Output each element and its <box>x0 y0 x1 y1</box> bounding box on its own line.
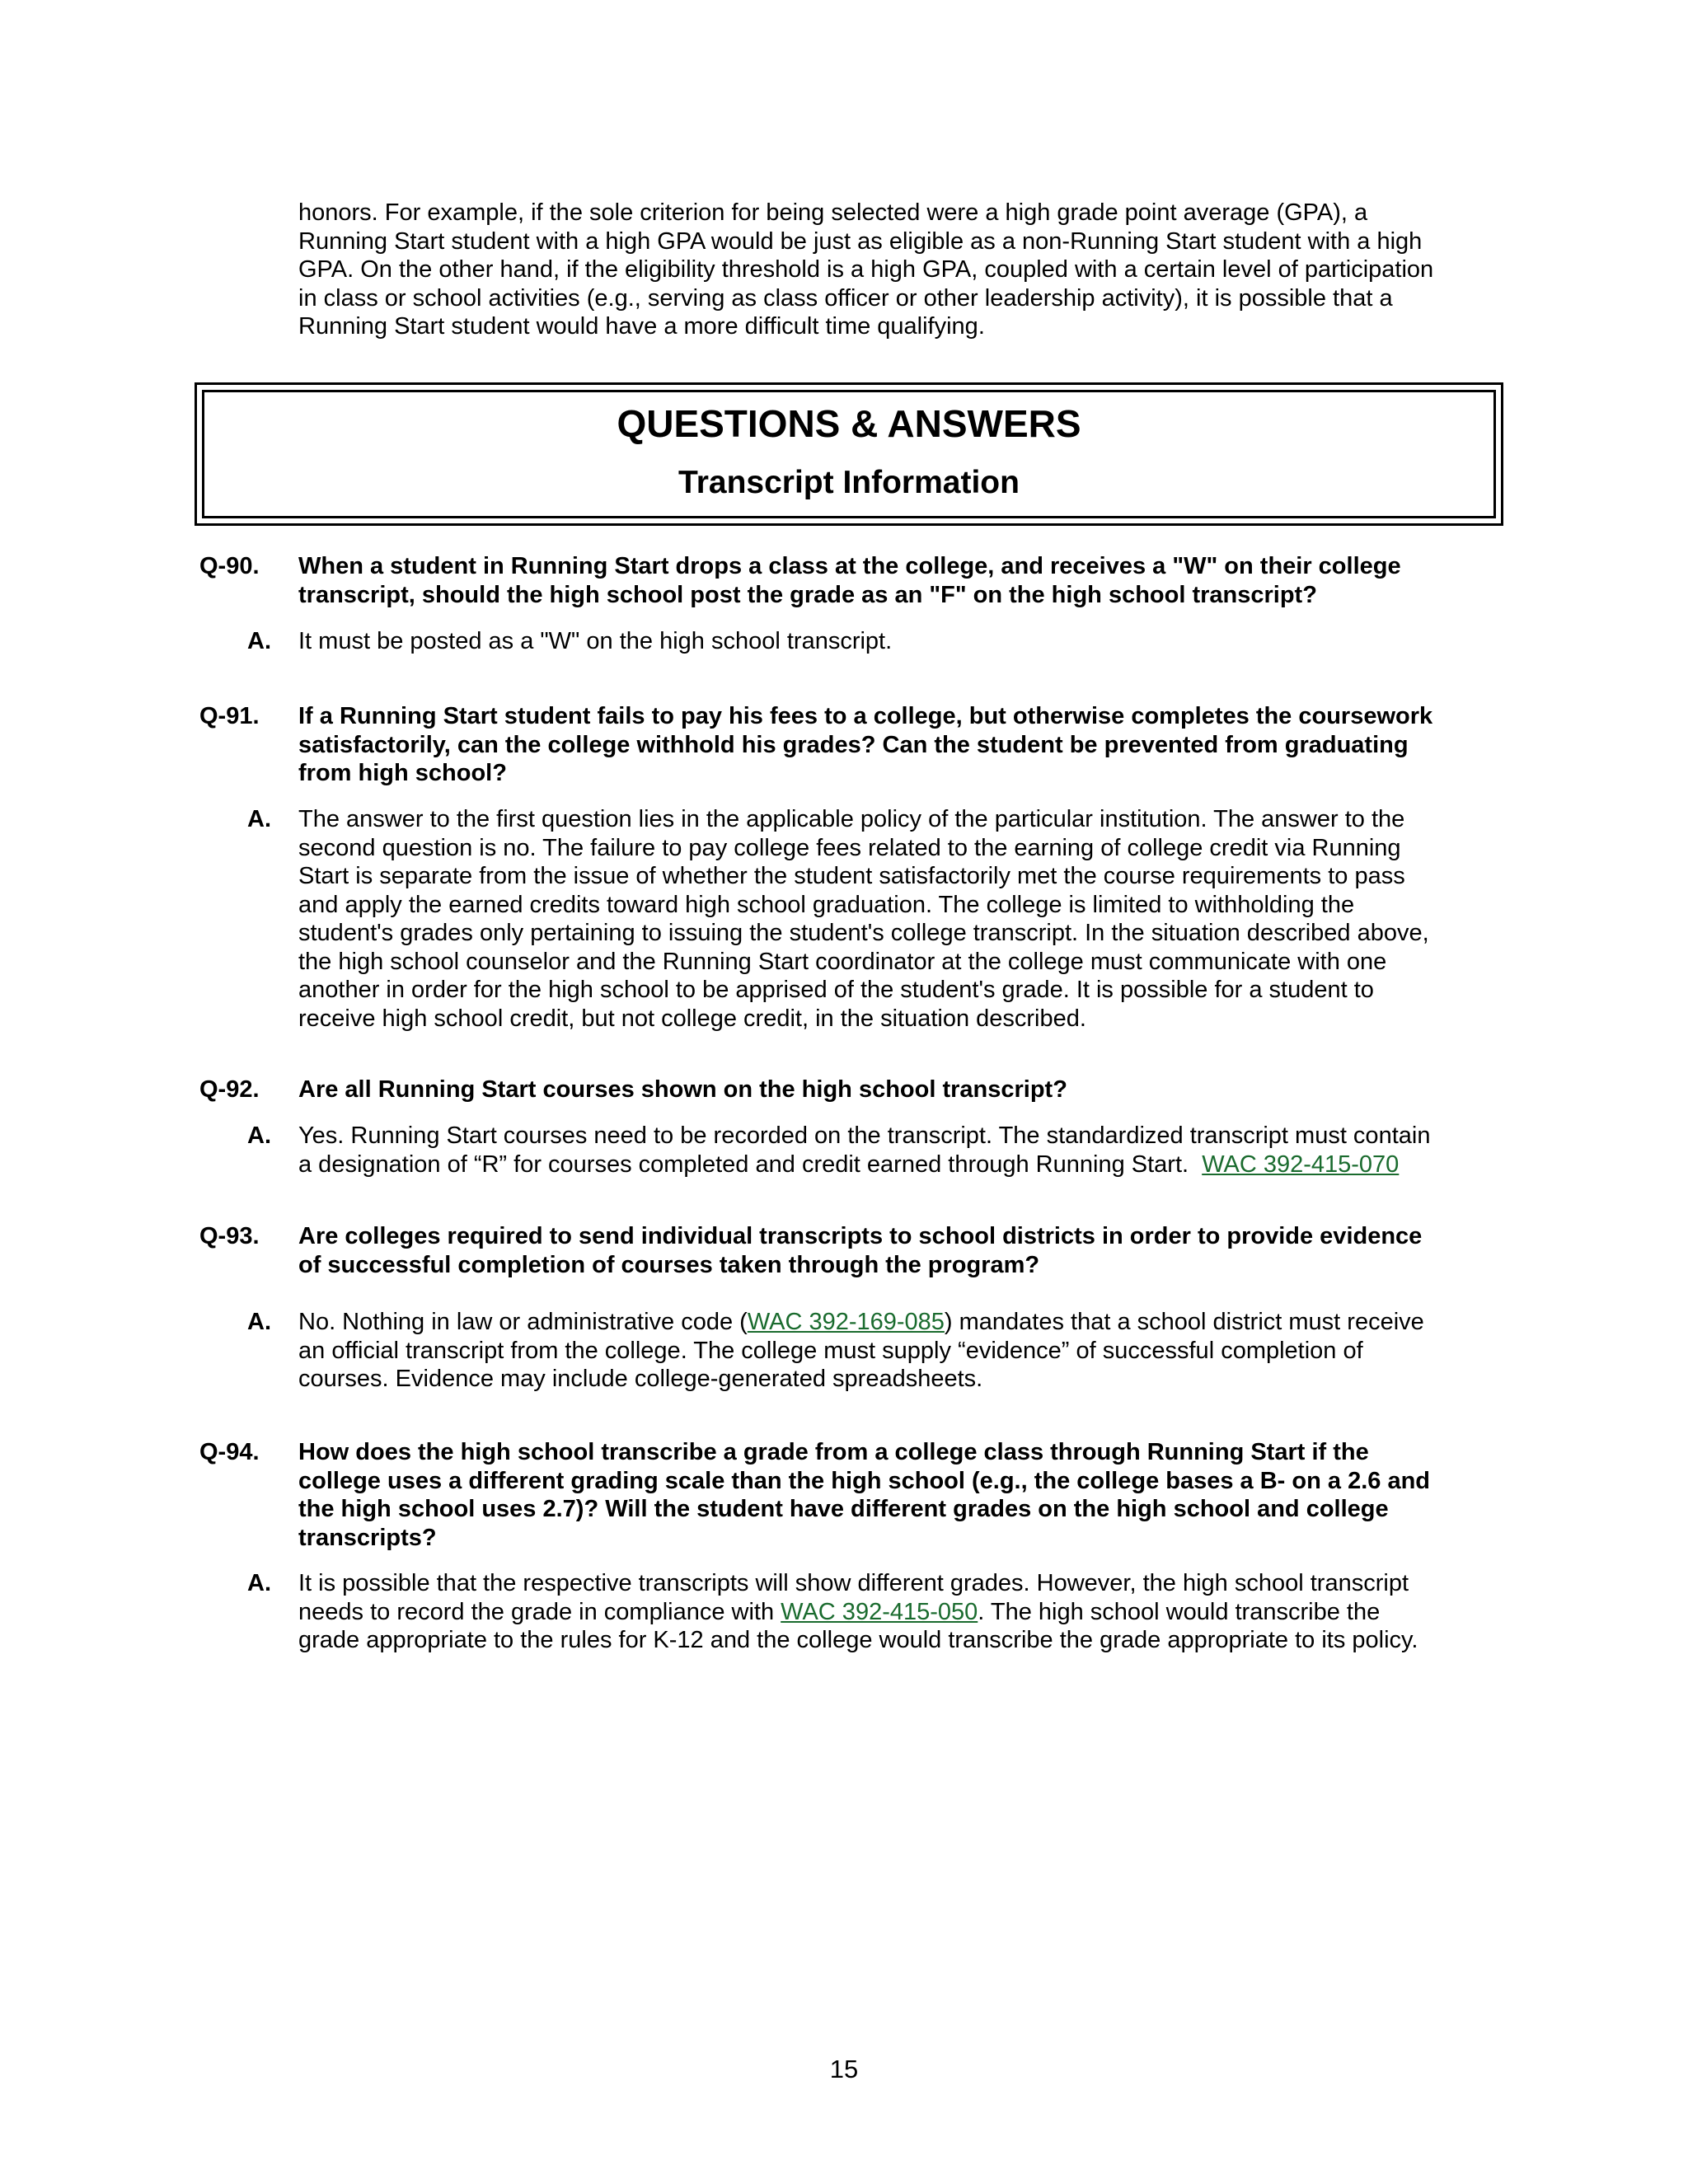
intro-line: Running Start student would have a more difficult time qualifying. <box>298 313 985 340</box>
answer-text <box>298 805 1502 1033</box>
question-line: Are colleges required to send individual transcripts to school districts in order to provide evidence <box>298 1223 1423 1249</box>
section-subtitle: Transcript Information <box>678 465 1020 500</box>
answer-line: student's grades only pertaining to issuing the student's college transcript. In the situation described above, <box>298 920 1429 946</box>
intro-line: in class or school activities (e.g., serving as class officer or other leadership activity), it is possible that a <box>298 284 1393 312</box>
question-line: transcripts? <box>298 1524 437 1551</box>
intro-line: GPA. On the other hand, if the eligibility threshold is a high GPA, coupled with a certain level of participation <box>298 256 1434 283</box>
answer-line-text: . The high school would transcribe the <box>978 1598 1381 1625</box>
answer-line: and apply the earned credits toward high school graduation. The college is limited to withholding the <box>298 891 1355 918</box>
question-text <box>298 1438 1502 1552</box>
question-text <box>298 552 1502 609</box>
question-line: of successful completion of courses taken through the program? <box>298 1251 1040 1278</box>
intro-line: honors. For example, if the sole criterion for being selected were a high grade point average (GPA), a <box>298 199 1368 226</box>
answer-line <box>298 1598 1502 1627</box>
answer-marker: A. <box>247 1570 271 1596</box>
answer-line: Start is separate from the issue of whether the student satisfactorily met the course requirements to pass <box>298 863 1405 889</box>
intro-line: Running Start student with a high GPA would be just as eligible as a non-Running Start student with a high <box>298 227 1423 255</box>
answer-marker: A. <box>247 1122 271 1149</box>
question-line: When a student in Running Start drops a class at the college, and receives a "W" on their college <box>298 553 1401 579</box>
answer-text <box>298 1122 1502 1179</box>
question-line: transcript, should the high school post the grade as an "F" on the high school transcript? <box>298 581 1317 608</box>
question-line: from high school? <box>298 760 507 786</box>
answer-line-text: No. Nothing in law or administrative code ( <box>298 1309 748 1335</box>
question-line: the high school uses 2.7)? Will the student have different grades on the high school and college <box>298 1496 1389 1522</box>
wac-392-169-085-link[interactable]: WAC 392-169-085 <box>747 1309 945 1335</box>
answer-line: It must be posted as a "W" on the high school transcript. <box>298 628 893 654</box>
section-title: QUESTIONS & ANSWERS <box>617 402 1081 445</box>
answer-line: grade appropriate to the rules for K-12 and the college would transcribe the grade appropriate to its policy. <box>298 1627 1418 1653</box>
question-number: Q-91. <box>199 703 260 729</box>
answer-line: courses. Evidence may include college-generated spreadsheets. <box>298 1366 983 1392</box>
wac-392-415-050-link[interactable]: WAC 392-415-050 <box>781 1598 978 1625</box>
answer-line: the high school counselor and the Running Start coordinator at the college must communicate with one <box>298 948 1387 975</box>
answer-marker: A. <box>247 1309 271 1335</box>
answer-line: Yes. Running Start courses need to be recorded on the transcript. The standardized transcript must contain <box>298 1122 1431 1149</box>
question-number: Q-92. <box>199 1076 260 1103</box>
question-line: How does the high school transcribe a grade from a college class through Running Start if the <box>298 1439 1369 1465</box>
answer-line <box>298 1308 1502 1337</box>
answer-text <box>298 1308 1502 1394</box>
question-line: Are all Running Start courses shown on the high school transcript? <box>298 1076 1067 1103</box>
question-text <box>298 702 1502 788</box>
question-text <box>298 1076 1502 1104</box>
wac-392-415-070-link[interactable]: WAC 392-415-070 <box>1202 1151 1400 1178</box>
answer-text <box>298 1569 1502 1655</box>
section-header-box <box>195 382 1503 526</box>
question-line: college uses a different grading scale than the high school (e.g., the college bases a B- on a 2.6 and <box>298 1467 1430 1494</box>
answer-line: receive high school credit, but not college credit, in the situation described. <box>298 1005 1086 1032</box>
answer-line-text: ) mandates that a school district must receive <box>944 1309 1424 1335</box>
answer-marker: A. <box>247 806 271 832</box>
question-text <box>298 1222 1502 1279</box>
question-line: If a Running Start student fails to pay his fees to a college, but otherwise completes the coursework <box>298 703 1433 729</box>
answer-marker: A. <box>247 628 271 654</box>
answer-line: another in order for the high school to be apprised of the student's grade. It is possible for a student to <box>298 977 1374 1003</box>
question-number: Q-93. <box>199 1223 260 1249</box>
answer-line: The answer to the first question lies in the applicable policy of the particular institution. The answer to the <box>298 806 1405 832</box>
question-line: satisfactorily, can the college withhold his grades? Can the student be prevented from graduating <box>298 731 1409 758</box>
question-number: Q-94. <box>199 1439 260 1465</box>
answer-line: second question is no. The failure to pay college fees related to the earning of college credit via Running <box>298 834 1401 861</box>
answer-line: It is possible that the respective transcripts will show different grades. However, the high school transcript <box>298 1570 1409 1596</box>
answer-line: an official transcript from the college. The college must supply “evidence” of successful completion of <box>298 1337 1363 1364</box>
intro-paragraph <box>298 199 1502 341</box>
question-number: Q-90. <box>199 553 260 579</box>
answer-line-text: needs to record the grade in compliance with <box>298 1598 781 1625</box>
answer-text <box>298 627 1502 656</box>
answer-line <box>298 1151 1502 1179</box>
page-number: 15 <box>829 2055 859 2083</box>
answer-line-text: a designation of “R” for courses completed and credit earned through Running Start. <box>298 1151 1189 1178</box>
